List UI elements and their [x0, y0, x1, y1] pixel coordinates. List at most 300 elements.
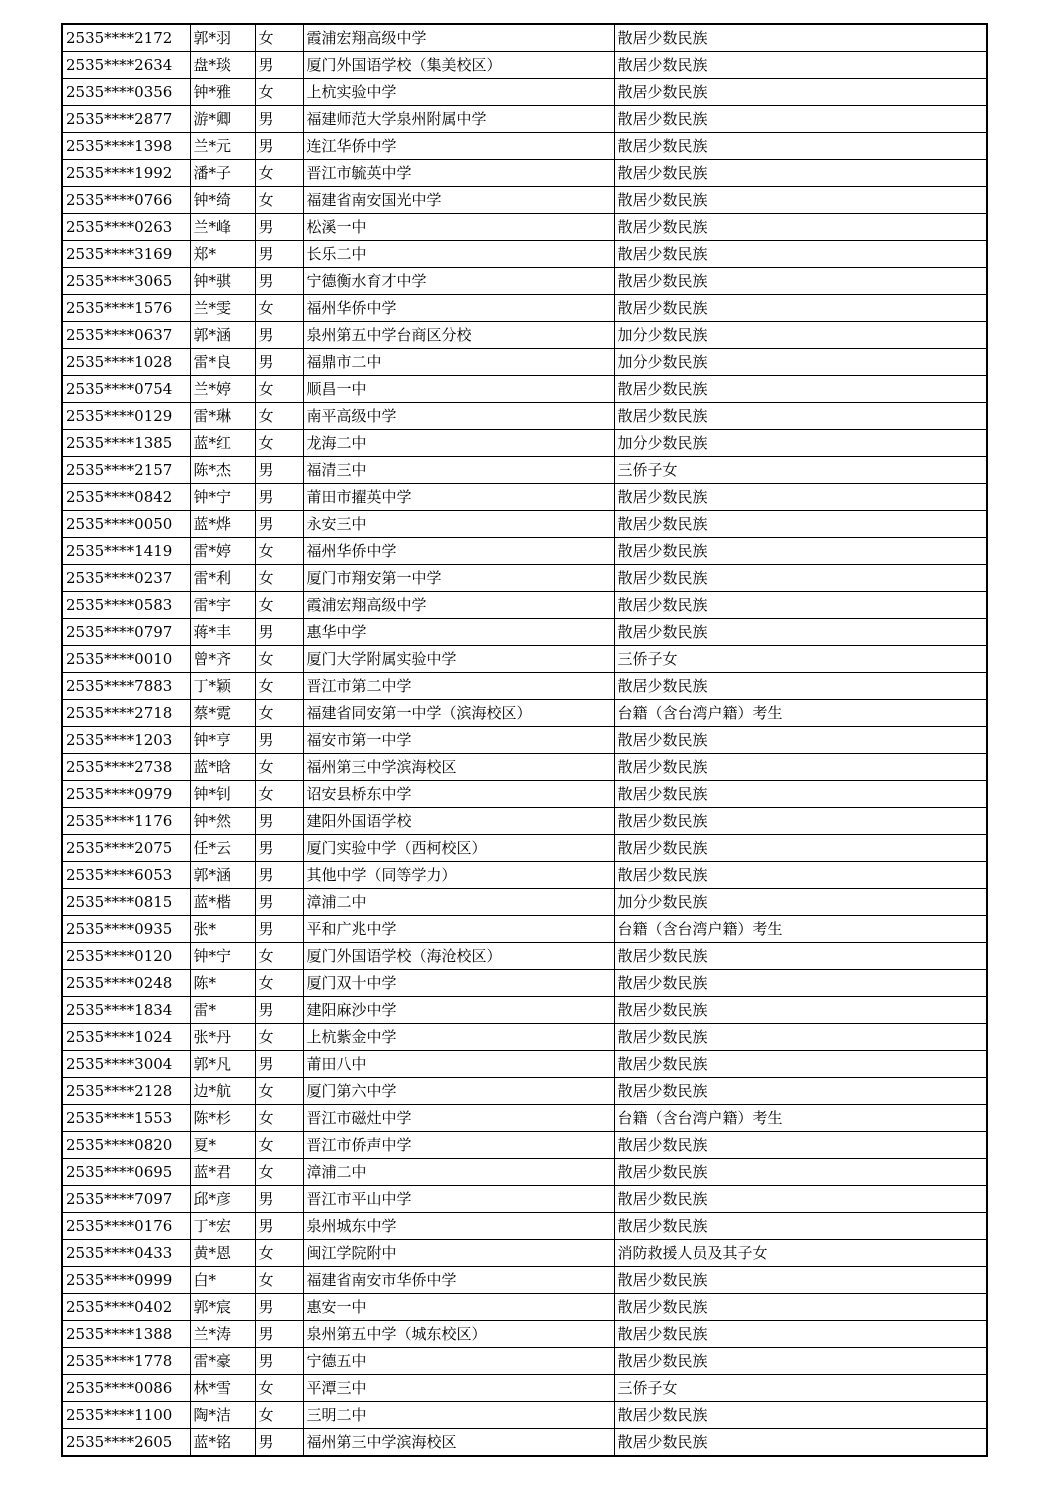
school-cell: 宁德衡水育才中学: [303, 268, 614, 295]
category-cell: 散居少数民族: [614, 1348, 987, 1375]
category-cell: 散居少数民族: [614, 1186, 987, 1213]
category-cell: 散居少数民族: [614, 1132, 987, 1159]
table-row: [62, 484, 987, 511]
school-cell: 上杭紫金中学: [303, 1024, 614, 1051]
gender-cell: 男: [255, 268, 303, 295]
name-cell: 雷*宇: [190, 592, 255, 619]
name-cell: 郭*涵: [190, 322, 255, 349]
gender-cell: 女: [255, 1240, 303, 1267]
gender-cell: 女: [255, 943, 303, 970]
exam-id-cell: 2535****1553: [62, 1105, 190, 1132]
gender-cell: 女: [255, 24, 303, 52]
category-cell: 散居少数民族: [614, 1429, 987, 1457]
gender-cell: 女: [255, 673, 303, 700]
exam-id-cell: 2535****0935: [62, 916, 190, 943]
exam-id-cell: 2535****1388: [62, 1321, 190, 1348]
name-cell: 蓝*楷: [190, 889, 255, 916]
school-cell: 莆田市擢英中学: [303, 484, 614, 511]
exam-id-cell: 2535****2075: [62, 835, 190, 862]
gender-cell: 女: [255, 295, 303, 322]
category-cell: 散居少数民族: [614, 673, 987, 700]
table-row: [62, 1294, 987, 1321]
name-cell: 盘*琰: [190, 52, 255, 79]
exam-id-cell: 2535****2718: [62, 700, 190, 727]
table-row: [62, 1186, 987, 1213]
category-cell: 散居少数民族: [614, 565, 987, 592]
category-cell: 散居少数民族: [614, 727, 987, 754]
gender-cell: 男: [255, 484, 303, 511]
gender-cell: 男: [255, 916, 303, 943]
school-cell: 龙海二中: [303, 430, 614, 457]
name-cell: 丁*颖: [190, 673, 255, 700]
table-row: [62, 214, 987, 241]
category-cell: 散居少数民族: [614, 1078, 987, 1105]
table-row: [62, 187, 987, 214]
table-row: [62, 1348, 987, 1375]
school-cell: 上杭实验中学: [303, 79, 614, 106]
school-cell: 泉州城东中学: [303, 1213, 614, 1240]
gender-cell: 女: [255, 646, 303, 673]
school-cell: 厦门外国语学校（海沧校区）: [303, 943, 614, 970]
gender-cell: 女: [255, 187, 303, 214]
exam-id-cell: 2535****1834: [62, 997, 190, 1024]
name-cell: 雷*豪: [190, 1348, 255, 1375]
gender-cell: 男: [255, 241, 303, 268]
name-cell: 雷*琳: [190, 403, 255, 430]
category-cell: 散居少数民族: [614, 160, 987, 187]
exam-id-cell: 2535****0842: [62, 484, 190, 511]
school-cell: 福建省南安国光中学: [303, 187, 614, 214]
exam-id-cell: 2535****2738: [62, 754, 190, 781]
exam-id-cell: 2535****2172: [62, 24, 190, 52]
school-cell: 晋江市平山中学: [303, 1186, 614, 1213]
school-cell: 平和广兆中学: [303, 916, 614, 943]
table-row: [62, 943, 987, 970]
exam-id-cell: 2535****2128: [62, 1078, 190, 1105]
gender-cell: 女: [255, 1267, 303, 1294]
school-cell: 霞浦宏翔高级中学: [303, 592, 614, 619]
name-cell: 钟*钊: [190, 781, 255, 808]
school-cell: 漳浦二中: [303, 889, 614, 916]
name-cell: 曾*齐: [190, 646, 255, 673]
gender-cell: 女: [255, 1105, 303, 1132]
gender-cell: 女: [255, 430, 303, 457]
name-cell: 黄*恩: [190, 1240, 255, 1267]
exam-id-cell: 2535****0129: [62, 403, 190, 430]
category-cell: 散居少数民族: [614, 943, 987, 970]
school-cell: 建阳麻沙中学: [303, 997, 614, 1024]
table-row: [62, 349, 987, 376]
table-row: [62, 538, 987, 565]
name-cell: 陈*杉: [190, 1105, 255, 1132]
gender-cell: 男: [255, 1348, 303, 1375]
school-cell: 晋江市第二中学: [303, 673, 614, 700]
table-row: [62, 457, 987, 484]
gender-cell: 女: [255, 1078, 303, 1105]
table-row: [62, 403, 987, 430]
name-cell: 蓝*红: [190, 430, 255, 457]
exam-id-cell: 2535****1028: [62, 349, 190, 376]
exam-id-cell: 2535****1576: [62, 295, 190, 322]
category-cell: 散居少数民族: [614, 970, 987, 997]
exam-id-cell: 2535****2157: [62, 457, 190, 484]
school-cell: 福建省同安第一中学（滨海校区）: [303, 700, 614, 727]
gender-cell: 男: [255, 808, 303, 835]
exam-id-cell: 2535****0237: [62, 565, 190, 592]
exam-id-cell: 2535****0120: [62, 943, 190, 970]
table-row: [62, 997, 987, 1024]
school-cell: 平潭三中: [303, 1375, 614, 1402]
name-cell: 蓝*铭: [190, 1429, 255, 1457]
category-cell: 散居少数民族: [614, 268, 987, 295]
exam-id-cell: 2535****0583: [62, 592, 190, 619]
table-row: [62, 160, 987, 187]
school-cell: 惠安一中: [303, 1294, 614, 1321]
name-cell: 钟*宁: [190, 484, 255, 511]
table-row: [62, 511, 987, 538]
school-cell: 福鼎市二中: [303, 349, 614, 376]
name-cell: 陈*杰: [190, 457, 255, 484]
exam-id-cell: 2535****1419: [62, 538, 190, 565]
gender-cell: 男: [255, 862, 303, 889]
exam-id-cell: 2535****0637: [62, 322, 190, 349]
category-cell: 三侨子女: [614, 646, 987, 673]
table-row: [62, 1402, 987, 1429]
school-cell: 厦门第六中学: [303, 1078, 614, 1105]
table-row: [62, 295, 987, 322]
table-row: [62, 1213, 987, 1240]
category-cell: 散居少数民族: [614, 538, 987, 565]
school-cell: 福州华侨中学: [303, 538, 614, 565]
gender-cell: 男: [255, 997, 303, 1024]
table-row: [62, 1024, 987, 1051]
category-cell: 三侨子女: [614, 1375, 987, 1402]
table-row: [62, 106, 987, 133]
name-cell: 雷*: [190, 997, 255, 1024]
school-cell: 晋江市侨声中学: [303, 1132, 614, 1159]
gender-cell: 女: [255, 1024, 303, 1051]
exam-id-cell: 2535****2605: [62, 1429, 190, 1457]
name-cell: 任*云: [190, 835, 255, 862]
category-cell: 散居少数民族: [614, 781, 987, 808]
category-cell: 散居少数民族: [614, 619, 987, 646]
exam-id-cell: 2535****0999: [62, 1267, 190, 1294]
exam-id-cell: 2535****0979: [62, 781, 190, 808]
category-cell: 散居少数民族: [614, 187, 987, 214]
exam-id-cell: 2535****0815: [62, 889, 190, 916]
gender-cell: 男: [255, 1294, 303, 1321]
name-cell: 钟*然: [190, 808, 255, 835]
name-cell: 张*丹: [190, 1024, 255, 1051]
category-cell: 消防救援人员及其子女: [614, 1240, 987, 1267]
name-cell: 兰*涛: [190, 1321, 255, 1348]
table-row: [62, 916, 987, 943]
school-cell: 晋江市磁灶中学: [303, 1105, 614, 1132]
table-row: [62, 376, 987, 403]
category-cell: 散居少数民族: [614, 862, 987, 889]
table-row: [62, 862, 987, 889]
gender-cell: 男: [255, 1429, 303, 1457]
name-cell: 郑*: [190, 241, 255, 268]
name-cell: 钟*绮: [190, 187, 255, 214]
gender-cell: 男: [255, 1321, 303, 1348]
table-row: [62, 1321, 987, 1348]
exam-id-cell: 2535****0433: [62, 1240, 190, 1267]
school-cell: 福建省南安市华侨中学: [303, 1267, 614, 1294]
table-row: [62, 619, 987, 646]
name-cell: 张*: [190, 916, 255, 943]
gender-cell: 女: [255, 565, 303, 592]
table-row: [62, 673, 987, 700]
table-row: [62, 52, 987, 79]
exam-id-cell: 2535****3004: [62, 1051, 190, 1078]
category-cell: 散居少数民族: [614, 1213, 987, 1240]
name-cell: 钟*骐: [190, 268, 255, 295]
exam-id-cell: 2535****2877: [62, 106, 190, 133]
category-cell: 散居少数民族: [614, 754, 987, 781]
exam-id-cell: 2535****0695: [62, 1159, 190, 1186]
school-cell: 长乐二中: [303, 241, 614, 268]
name-cell: 夏*: [190, 1132, 255, 1159]
table-row: [62, 24, 987, 52]
exam-id-cell: 2535****7883: [62, 673, 190, 700]
school-cell: 永安三中: [303, 511, 614, 538]
table-row: [62, 781, 987, 808]
name-cell: 钟*亨: [190, 727, 255, 754]
table-row: [62, 889, 987, 916]
exam-id-cell: 2535****0402: [62, 1294, 190, 1321]
name-cell: 陈*: [190, 970, 255, 997]
name-cell: 兰*峰: [190, 214, 255, 241]
school-cell: 福州华侨中学: [303, 295, 614, 322]
table-row: [62, 1267, 987, 1294]
exam-id-cell: 2535****1203: [62, 727, 190, 754]
gender-cell: 男: [255, 106, 303, 133]
table-row: [62, 1132, 987, 1159]
exam-id-cell: 2535****3065: [62, 268, 190, 295]
table-row: [62, 727, 987, 754]
name-cell: 兰*雯: [190, 295, 255, 322]
school-cell: 诏安县桥东中学: [303, 781, 614, 808]
school-cell: 福安市第一中学: [303, 727, 614, 754]
name-cell: 边*航: [190, 1078, 255, 1105]
school-cell: 泉州第五中学（城东校区）: [303, 1321, 614, 1348]
school-cell: 厦门市翔安第一中学: [303, 565, 614, 592]
table-row: [62, 268, 987, 295]
category-cell: 散居少数民族: [614, 133, 987, 160]
school-cell: 惠华中学: [303, 619, 614, 646]
category-cell: 散居少数民族: [614, 1267, 987, 1294]
gender-cell: 男: [255, 322, 303, 349]
exam-id-cell: 2535****1778: [62, 1348, 190, 1375]
exam-id-cell: 2535****0820: [62, 1132, 190, 1159]
table-row: [62, 430, 987, 457]
category-cell: 散居少数民族: [614, 376, 987, 403]
table-row: [62, 754, 987, 781]
gender-cell: 女: [255, 538, 303, 565]
gender-cell: 男: [255, 1186, 303, 1213]
school-cell: 厦门外国语学校（集美校区）: [303, 52, 614, 79]
school-cell: 南平高级中学: [303, 403, 614, 430]
exam-id-cell: 2535****0248: [62, 970, 190, 997]
exam-id-cell: 2535****1385: [62, 430, 190, 457]
table-row: [62, 565, 987, 592]
exam-id-cell: 2535****0754: [62, 376, 190, 403]
table-row: [62, 1078, 987, 1105]
exam-id-cell: 2535****0050: [62, 511, 190, 538]
name-cell: 雷*利: [190, 565, 255, 592]
category-cell: 散居少数民族: [614, 24, 987, 52]
gender-cell: 男: [255, 889, 303, 916]
name-cell: 白*: [190, 1267, 255, 1294]
table-row: [62, 1051, 987, 1078]
gender-cell: 女: [255, 1375, 303, 1402]
exam-id-cell: 2535****0176: [62, 1213, 190, 1240]
table-row: [62, 133, 987, 160]
gender-cell: 女: [255, 376, 303, 403]
school-cell: 福州第三中学滨海校区: [303, 1429, 614, 1457]
name-cell: 兰*元: [190, 133, 255, 160]
category-cell: 加分少数民族: [614, 430, 987, 457]
category-cell: 散居少数民族: [614, 1024, 987, 1051]
name-cell: 郭*凡: [190, 1051, 255, 1078]
category-cell: 台籍（含台湾户籍）考生: [614, 916, 987, 943]
school-cell: 泉州第五中学台商区分校: [303, 322, 614, 349]
category-cell: 散居少数民族: [614, 214, 987, 241]
name-cell: 郭*羽: [190, 24, 255, 52]
school-cell: 厦门双十中学: [303, 970, 614, 997]
category-cell: 散居少数民族: [614, 52, 987, 79]
gender-cell: 男: [255, 1051, 303, 1078]
category-cell: 散居少数民族: [614, 241, 987, 268]
school-cell: 福建师范大学泉州附属中学: [303, 106, 614, 133]
table-row: [62, 1240, 987, 1267]
gender-cell: 男: [255, 619, 303, 646]
category-cell: 散居少数民族: [614, 592, 987, 619]
name-cell: 陶*洁: [190, 1402, 255, 1429]
name-cell: 雷*良: [190, 349, 255, 376]
gender-cell: 男: [255, 214, 303, 241]
school-cell: 顺昌一中: [303, 376, 614, 403]
table-row: [62, 1105, 987, 1132]
name-cell: 郭*宸: [190, 1294, 255, 1321]
name-cell: 蓝*烨: [190, 511, 255, 538]
gender-cell: 男: [255, 1213, 303, 1240]
candidate-table: [61, 23, 988, 1457]
table-row: [62, 835, 987, 862]
table-row: [62, 646, 987, 673]
table-row: [62, 592, 987, 619]
gender-cell: 女: [255, 754, 303, 781]
gender-cell: 女: [255, 700, 303, 727]
name-cell: 蔡*霓: [190, 700, 255, 727]
table-row: [62, 322, 987, 349]
school-cell: 建阳外国语学校: [303, 808, 614, 835]
category-cell: 散居少数民族: [614, 808, 987, 835]
name-cell: 蓝*晗: [190, 754, 255, 781]
name-cell: 雷*婷: [190, 538, 255, 565]
gender-cell: 女: [255, 970, 303, 997]
school-cell: 松溪一中: [303, 214, 614, 241]
candidate-table-body: [62, 24, 987, 1456]
gender-cell: 女: [255, 1159, 303, 1186]
name-cell: 游*卿: [190, 106, 255, 133]
exam-id-cell: 2535****1992: [62, 160, 190, 187]
school-cell: 闽江学院附中: [303, 1240, 614, 1267]
gender-cell: 女: [255, 79, 303, 106]
category-cell: 台籍（含台湾户籍）考生: [614, 700, 987, 727]
school-cell: 其他中学（同等学力）: [303, 862, 614, 889]
exam-id-cell: 2535****0010: [62, 646, 190, 673]
school-cell: 三明二中: [303, 1402, 614, 1429]
table-row: [62, 970, 987, 997]
exam-id-cell: 2535****1398: [62, 133, 190, 160]
name-cell: 邱*彦: [190, 1186, 255, 1213]
table-row: [62, 241, 987, 268]
exam-id-cell: 2535****3169: [62, 241, 190, 268]
school-cell: 厦门实验中学（西柯校区）: [303, 835, 614, 862]
exam-id-cell: 2535****0797: [62, 619, 190, 646]
gender-cell: 男: [255, 727, 303, 754]
category-cell: 台籍（含台湾户籍）考生: [614, 1105, 987, 1132]
category-cell: 加分少数民族: [614, 349, 987, 376]
gender-cell: 男: [255, 52, 303, 79]
gender-cell: 女: [255, 160, 303, 187]
exam-id-cell: 2535****2634: [62, 52, 190, 79]
name-cell: 丁*宏: [190, 1213, 255, 1240]
name-cell: 蓝*君: [190, 1159, 255, 1186]
name-cell: 潘*子: [190, 160, 255, 187]
category-cell: 散居少数民族: [614, 1402, 987, 1429]
category-cell: 散居少数民族: [614, 511, 987, 538]
table-row: [62, 700, 987, 727]
name-cell: 钟*宁: [190, 943, 255, 970]
category-cell: 加分少数民族: [614, 889, 987, 916]
gender-cell: 女: [255, 1402, 303, 1429]
school-cell: 漳浦二中: [303, 1159, 614, 1186]
gender-cell: 男: [255, 457, 303, 484]
table-row: [62, 1429, 987, 1457]
gender-cell: 男: [255, 835, 303, 862]
gender-cell: 女: [255, 1132, 303, 1159]
gender-cell: 女: [255, 781, 303, 808]
table-row: [62, 1159, 987, 1186]
gender-cell: 女: [255, 592, 303, 619]
gender-cell: 男: [255, 133, 303, 160]
table-row: [62, 1375, 987, 1402]
category-cell: 散居少数民族: [614, 403, 987, 430]
exam-id-cell: 2535****0086: [62, 1375, 190, 1402]
exam-id-cell: 2535****1024: [62, 1024, 190, 1051]
name-cell: 郭*涵: [190, 862, 255, 889]
category-cell: 散居少数民族: [614, 484, 987, 511]
category-cell: 散居少数民族: [614, 835, 987, 862]
category-cell: 散居少数民族: [614, 106, 987, 133]
gender-cell: 女: [255, 403, 303, 430]
exam-id-cell: 2535****7097: [62, 1186, 190, 1213]
category-cell: 散居少数民族: [614, 1321, 987, 1348]
exam-id-cell: 2535****1100: [62, 1402, 190, 1429]
exam-id-cell: 2535****6053: [62, 862, 190, 889]
exam-id-cell: 2535****0356: [62, 79, 190, 106]
school-cell: 连江华侨中学: [303, 133, 614, 160]
name-cell: 兰*婷: [190, 376, 255, 403]
category-cell: 散居少数民族: [614, 997, 987, 1024]
category-cell: 散居少数民族: [614, 1294, 987, 1321]
table-row: [62, 808, 987, 835]
table-row: [62, 79, 987, 106]
school-cell: 福清三中: [303, 457, 614, 484]
